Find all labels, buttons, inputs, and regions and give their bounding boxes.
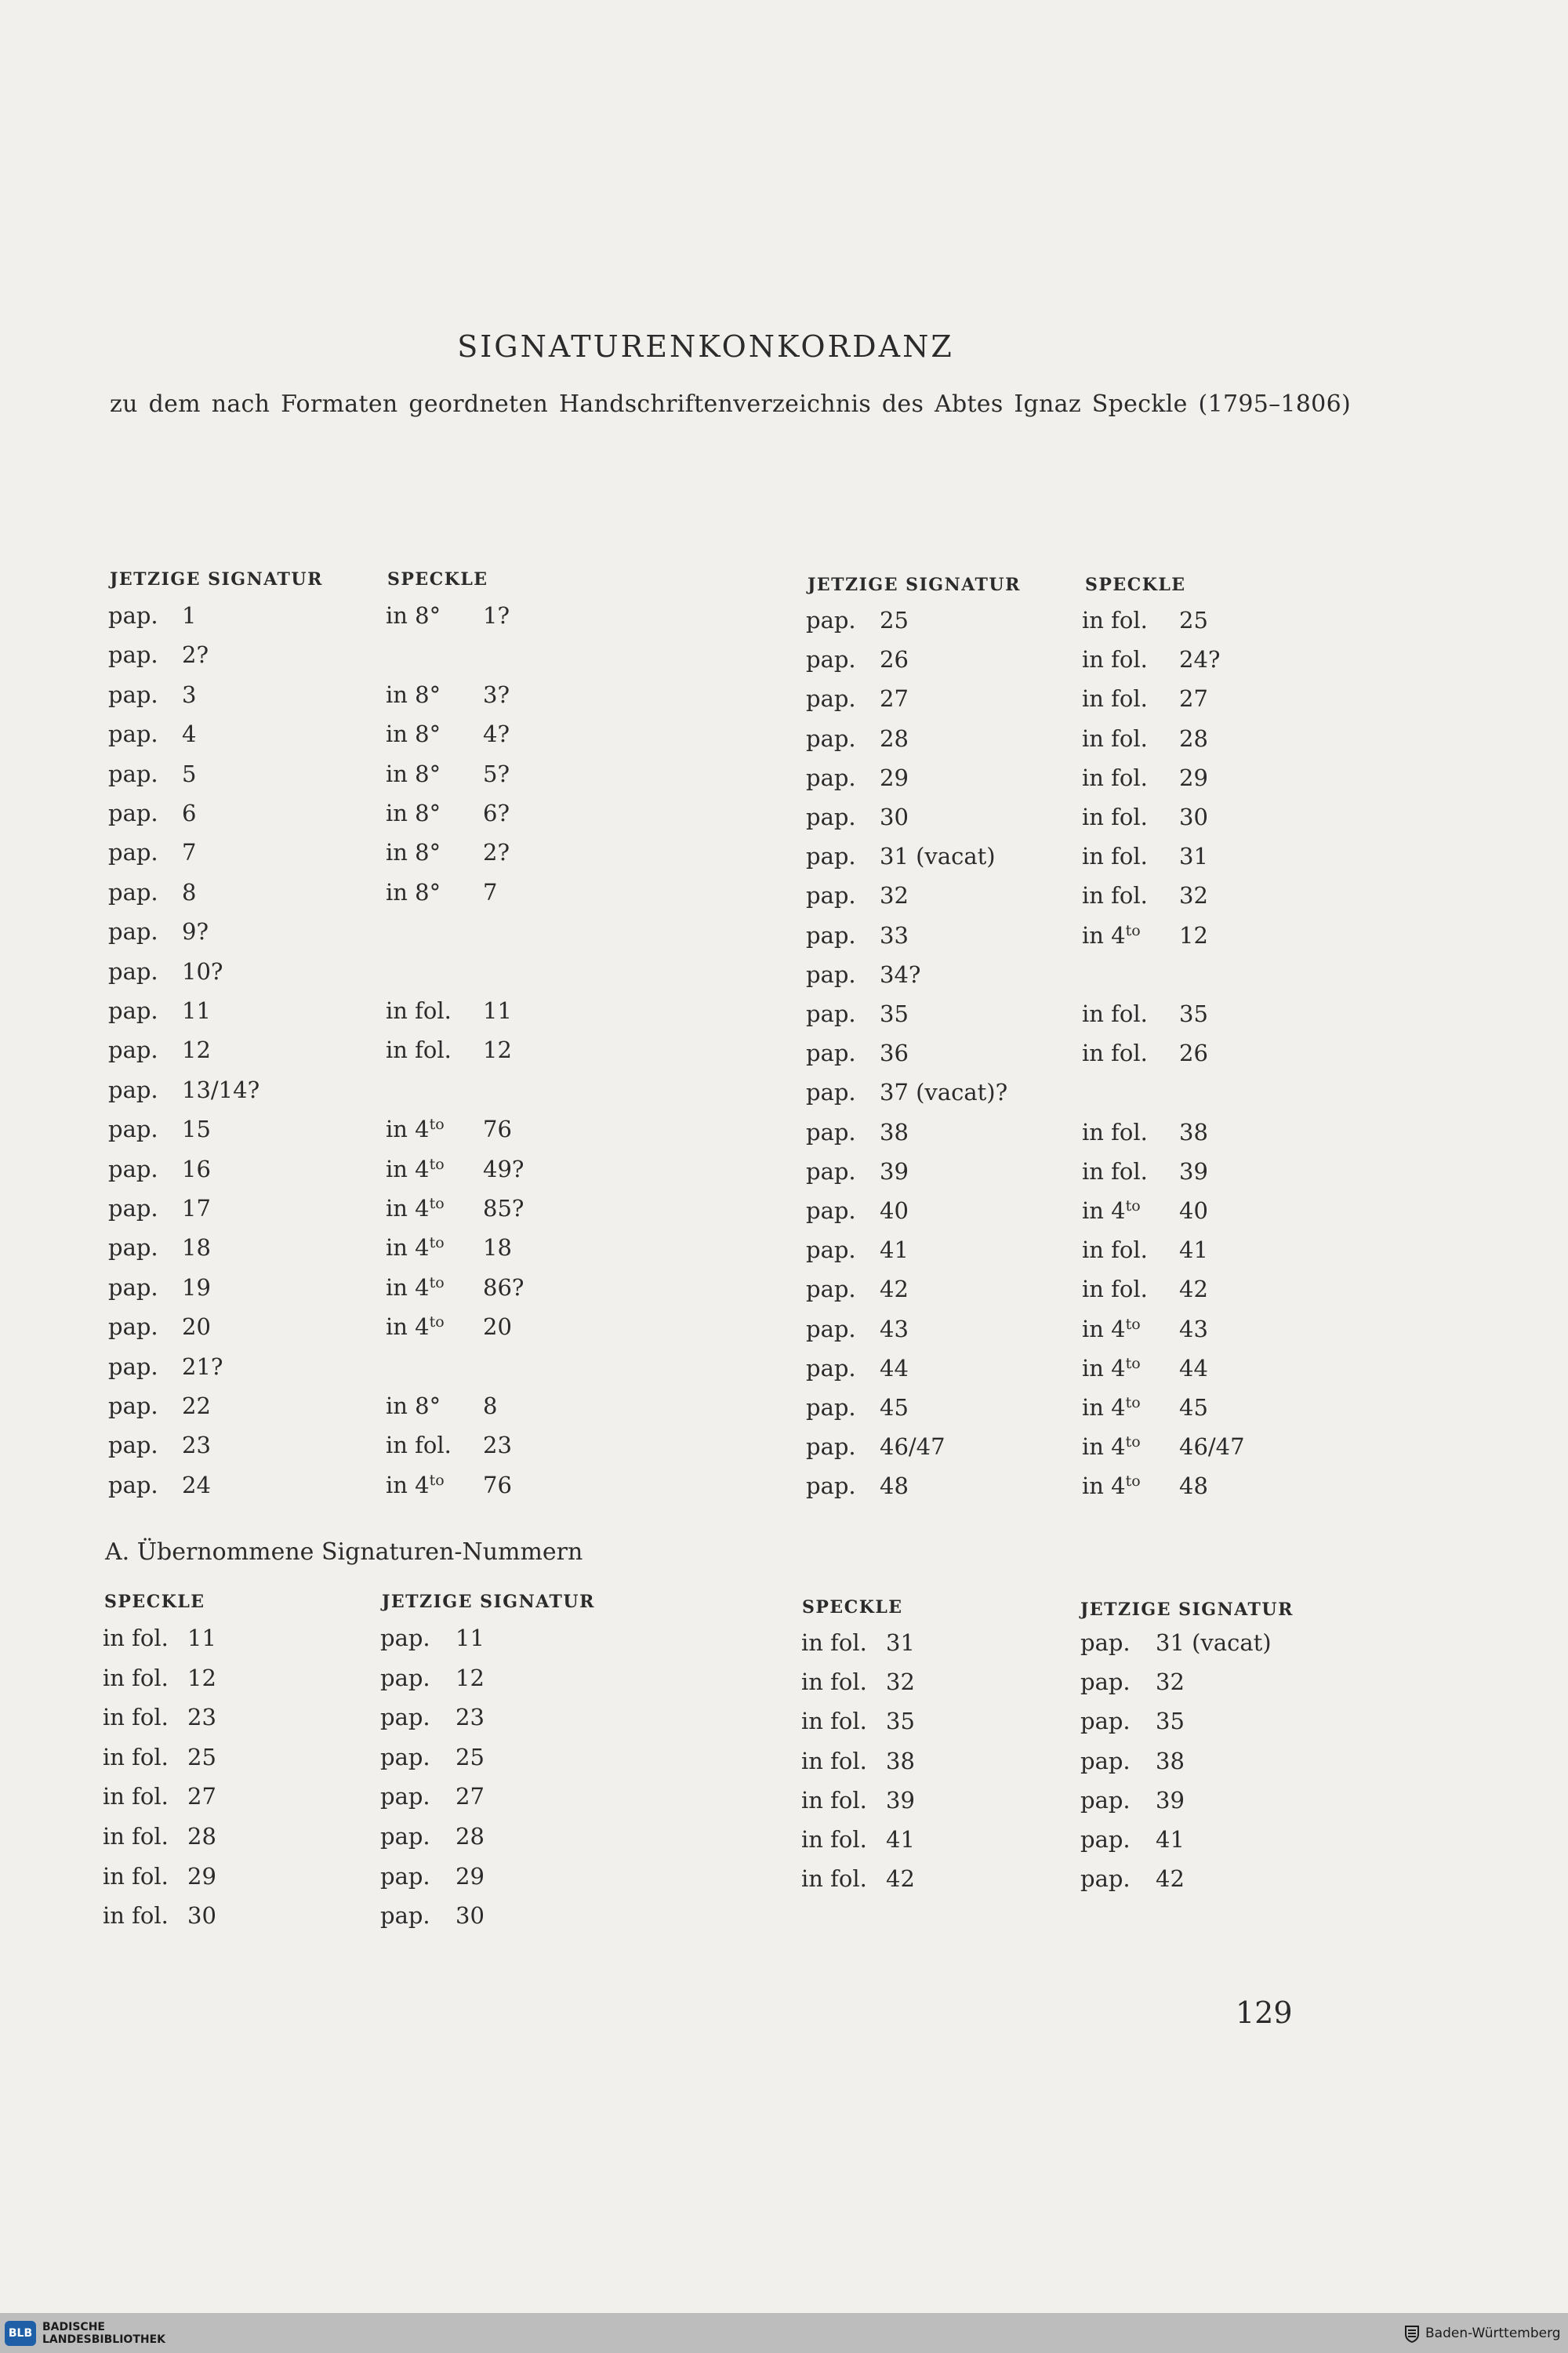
section-a-left-cell: 25 xyxy=(187,1743,216,1770)
concordance-left-cell: in 8° xyxy=(386,602,441,629)
concordance-left-cell: pap. xyxy=(108,721,158,748)
concordance-right-cell: 36 xyxy=(880,1040,909,1067)
concordance-right-cell: 45 xyxy=(1179,1394,1208,1421)
concordance-right-cell: in $4^{to}$ xyxy=(1082,1197,1141,1224)
concordance-left-cell: 3 xyxy=(182,681,197,708)
concordance-right-cell: in fol. xyxy=(1082,1276,1148,1303)
section-a-left-cell: pap. xyxy=(380,1902,430,1930)
section-a-left-cell: in fol. xyxy=(103,1664,169,1691)
concordance-right-cell: 45 xyxy=(880,1394,909,1421)
concordance-right-cell: 46/47 xyxy=(880,1433,946,1461)
concordance-left-cell: 85? xyxy=(483,1195,524,1222)
concordance-right-cell: pap. xyxy=(806,685,856,713)
concordance-left-cell: pap. xyxy=(108,1195,158,1222)
section-a-left-cell: pap. xyxy=(380,1823,430,1850)
concordance-left-cell: 22 xyxy=(182,1393,211,1419)
concordance-right-cell: pap. xyxy=(806,1040,856,1067)
section-a-left-cell: 11 xyxy=(187,1625,216,1651)
concordance-right-cell: 39 xyxy=(1179,1157,1208,1185)
concordance-left-cell: in 8° xyxy=(386,721,441,748)
concordance-right-cell: 27 xyxy=(1179,685,1208,713)
concordance-left-cell: pap. xyxy=(108,760,158,787)
concordance-right-cell: in $4^{to}$ xyxy=(1082,1315,1141,1342)
concordance-right-cell: 32 xyxy=(1179,882,1208,910)
concordance-left-cell: pap. xyxy=(108,918,158,946)
baden-wuerttemberg-icon xyxy=(1403,2324,1421,2343)
concordance-left-cell: 6? xyxy=(483,800,510,826)
section-a-right-cell: 38 xyxy=(886,1747,915,1774)
concordance-right-cell: in fol. xyxy=(1082,685,1148,713)
concordance-left-cell: 7 xyxy=(483,878,498,906)
library-name-line1: BADISCHE xyxy=(42,2321,105,2333)
concordance-left-cell: 11 xyxy=(182,997,211,1024)
concordance-left-cell: 76 xyxy=(483,1471,512,1498)
concordance-left-cell: pap. xyxy=(108,800,158,826)
concordance-left-cell: 76 xyxy=(483,1116,512,1143)
section-a-left-cell: in fol. xyxy=(103,1743,169,1770)
concordance-right-cell: 42 xyxy=(1179,1276,1208,1303)
concordance-right-cell: pap. xyxy=(806,1472,856,1500)
concordance-left-cell: pap. xyxy=(108,1076,158,1103)
section-a-left-cell: 29 xyxy=(456,1862,485,1890)
concordance-left-cell: in 8° xyxy=(386,681,441,708)
section-a-left-cell: 12 xyxy=(187,1664,216,1691)
concordance-left-cell: in 8° xyxy=(386,800,441,826)
concordance-right-cell: 41 xyxy=(880,1236,909,1264)
section-a-left-cell: 29 xyxy=(187,1862,216,1890)
concordance-right-cell: pap. xyxy=(806,843,856,870)
concordance-left-cell: 1? xyxy=(483,602,510,629)
concordance-right-cell: in $4^{to}$ xyxy=(1082,1354,1141,1382)
concordance-left-cell: 3? xyxy=(483,681,510,708)
concordance-right-cell: 12 xyxy=(1179,921,1208,949)
concordance-left-cell: in fol. xyxy=(386,997,452,1024)
concordance-left-cell: in 8° xyxy=(386,760,441,787)
concordance-right-cell: 40 xyxy=(880,1197,909,1224)
concordance-left-cell: in 8° xyxy=(386,878,441,906)
section-a-right-cell: 41 xyxy=(1156,1826,1185,1853)
section-a-left-cell: 23 xyxy=(456,1704,485,1731)
concordance-right-cell: 48 xyxy=(880,1472,909,1500)
concordance-left-cell: pap. xyxy=(108,1037,158,1064)
concordance-right-cell: in $4^{to}$ xyxy=(1082,921,1141,949)
section-a-right-cell: in fol. xyxy=(801,1629,867,1656)
section-a-right-cell: in fol. xyxy=(801,1865,867,1893)
section-a-left-cell: 30 xyxy=(187,1902,216,1930)
concordance-left-cell: in $4^{to}$ xyxy=(386,1234,445,1262)
concordance-left-cell: 20 xyxy=(483,1313,512,1341)
concordance-right-cell: pap. xyxy=(806,764,856,791)
section-a-right-cell: 31 (vacat) xyxy=(1156,1629,1272,1656)
section-a-left-cell: 11 xyxy=(456,1625,485,1651)
section-a-header-current-left: JETZIGE SIGNATUR xyxy=(382,1592,595,1612)
section-a-left-cell: 23 xyxy=(187,1704,216,1731)
section-a-left-cell: 25 xyxy=(456,1743,485,1770)
concordance-left-cell: 7 xyxy=(182,839,197,866)
concordance-right-cell: 32 xyxy=(880,882,909,910)
concordance-left-cell: 16 xyxy=(182,1155,211,1182)
concordance-left-cell: 20 xyxy=(182,1313,211,1341)
concordance-right-cell: pap. xyxy=(806,1394,856,1421)
section-a-title: A. Übernommene Signaturen-Nummern xyxy=(105,1538,583,1566)
section-a-right-cell: pap. xyxy=(1080,1708,1131,1735)
concordance-left-cell: 4 xyxy=(182,721,197,748)
section-a-left-cell: pap. xyxy=(380,1704,430,1731)
section-a-right-cell: 35 xyxy=(1156,1708,1185,1735)
concordance-left-cell: 18 xyxy=(483,1234,512,1262)
concordance-left-cell: 9? xyxy=(182,918,209,946)
section-a-left-cell: 27 xyxy=(456,1783,485,1810)
section-a-right-cell: pap. xyxy=(1080,1747,1131,1774)
concordance-left-cell: in $4^{to}$ xyxy=(386,1155,445,1182)
concordance-right-cell: 38 xyxy=(1179,1118,1208,1146)
concordance-right-cell: 33 xyxy=(880,921,909,949)
concordance-left-cell: pap. xyxy=(108,1471,158,1498)
concordance-right-cell: 28 xyxy=(1179,724,1208,752)
concordance-left-cell: 86? xyxy=(483,1273,524,1301)
section-a-header-current-right: JETZIGE SIGNATUR xyxy=(1080,1600,1294,1620)
concordance-right-cell: in fol. xyxy=(1082,1157,1148,1185)
concordance-left-cell: 19 xyxy=(182,1273,211,1301)
concordance-right-cell: pap. xyxy=(806,1236,856,1264)
concordance-right-cell: pap. xyxy=(806,607,856,634)
concordance-left-cell: 12 xyxy=(483,1037,512,1064)
concordance-right-cell: in fol. xyxy=(1082,804,1148,830)
concordance-left-cell: pap. xyxy=(108,1234,158,1262)
section-a-right-cell: 38 xyxy=(1156,1747,1185,1774)
concordance-left-cell: 5? xyxy=(483,760,510,787)
concordance-right-cell: 44 xyxy=(1179,1354,1208,1382)
section-a-right-cell: 42 xyxy=(886,1865,915,1893)
section-a-left-cell: 12 xyxy=(456,1664,485,1691)
concordance-right-cell: 26 xyxy=(1179,1040,1208,1067)
concordance-right-cell: pap. xyxy=(806,1354,856,1382)
concordance-left-cell: pap. xyxy=(108,1313,158,1341)
section-a-left-cell: pap. xyxy=(380,1743,430,1770)
section-a-right-cell: 32 xyxy=(1156,1669,1185,1696)
concordance-right-cell: 44 xyxy=(880,1354,909,1382)
concordance-left-cell: pap. xyxy=(108,1432,158,1459)
concordance-right-cell: pap. xyxy=(806,804,856,830)
concordance-right-cell: 25 xyxy=(1179,607,1208,634)
concordance-left-cell: 18 xyxy=(182,1234,211,1262)
concordance-left-cell: in $4^{to}$ xyxy=(386,1471,445,1498)
section-a-left-cell: in fol. xyxy=(103,1902,169,1930)
section-a-left-cell: in fol. xyxy=(103,1783,169,1810)
section-a-left-cell: in fol. xyxy=(103,1625,169,1651)
concordance-right-cell: pap. xyxy=(806,646,856,674)
concordance-right-cell: pap. xyxy=(806,1197,856,1224)
section-a-right-cell: in fol. xyxy=(801,1786,867,1814)
concordance-left-cell: pap. xyxy=(108,1116,158,1143)
state-label: Baden-Württemberg xyxy=(1425,2326,1561,2341)
concordance-right-cell: in fol. xyxy=(1082,1236,1148,1264)
section-a-left-cell: in fol. xyxy=(103,1823,169,1850)
library-name xyxy=(42,2321,165,2346)
section-a-left-cell: pap. xyxy=(380,1625,430,1651)
concordance-right-cell: 26 xyxy=(880,646,909,674)
concordance-left-cell: pap. xyxy=(108,1273,158,1301)
concordance-left-cell: in fol. xyxy=(386,1432,452,1459)
concordance-right-cell: 35 xyxy=(1179,1000,1208,1027)
section-a-right-cell: pap. xyxy=(1080,1629,1131,1656)
concordance-right-cell: 28 xyxy=(880,724,909,752)
concordance-left-cell: 49? xyxy=(483,1155,524,1182)
concordance-right-cell: in $4^{to}$ xyxy=(1082,1472,1141,1500)
section-a-right-cell: 32 xyxy=(886,1669,915,1696)
concordance-right-cell: 31 xyxy=(1179,843,1208,870)
concordance-right-cell: in fol. xyxy=(1082,646,1148,674)
concordance-left-cell: 23 xyxy=(483,1432,512,1459)
concordance-left-cell: 2? xyxy=(182,641,209,669)
concordance-right-cell: 24? xyxy=(1179,646,1221,674)
concordance-left-cell: pap. xyxy=(108,1353,158,1380)
section-a-right-cell: 39 xyxy=(886,1786,915,1814)
concordance-right-cell: 30 xyxy=(880,804,909,830)
concordance-right-cell: in fol. xyxy=(1082,724,1148,752)
concordance-right-cell: 30 xyxy=(1179,804,1208,830)
section-a-left-cell: 28 xyxy=(456,1823,485,1850)
section-a-left-cell: 30 xyxy=(456,1902,485,1930)
concordance-left-cell: in 8° xyxy=(386,839,441,866)
header-current-right: JETZIGE SIGNATUR xyxy=(808,575,1021,595)
concordance-right-cell: in fol. xyxy=(1082,607,1148,634)
section-a-right-cell: pap. xyxy=(1080,1786,1131,1814)
library-name-line2: LANDESBIBLIOTHEK xyxy=(42,2333,166,2346)
section-a-header-speckle-left: SPECKLE xyxy=(104,1592,205,1612)
concordance-right-cell: pap. xyxy=(806,960,856,988)
concordance-left-cell: pap. xyxy=(108,878,158,906)
concordance-left-cell: 8 xyxy=(483,1393,498,1419)
header-current-left: JETZIGE SIGNATUR xyxy=(110,569,323,590)
concordance-right-cell: 34? xyxy=(880,960,921,988)
concordance-left-cell: 10? xyxy=(182,957,223,985)
concordance-right-cell: 25 xyxy=(880,607,909,634)
concordance-left-cell: 17 xyxy=(182,1195,211,1222)
blb-logo-icon: BLB xyxy=(5,2321,36,2346)
concordance-right-cell: 43 xyxy=(880,1315,909,1342)
concordance-right-cell: pap. xyxy=(806,882,856,910)
concordance-left-cell: 12 xyxy=(182,1037,211,1064)
concordance-right-cell: 27 xyxy=(880,685,909,713)
section-a-right-cell: in fol. xyxy=(801,1708,867,1735)
page-subtitle: zu dem nach Formaten geordneten Handschriftenverzeichnis des Abtes Ignaz Speckle (1795–1806) xyxy=(110,390,1351,418)
section-a-right-cell: in fol. xyxy=(801,1826,867,1853)
concordance-right-cell: 41 xyxy=(1179,1236,1208,1264)
concordance-left-cell: in $4^{to}$ xyxy=(386,1313,445,1341)
footer-bar xyxy=(0,2313,1568,2353)
concordance-left-cell: pap. xyxy=(108,602,158,629)
concordance-right-cell: pap. xyxy=(806,1079,856,1106)
section-a-right-cell: pap. xyxy=(1080,1865,1131,1893)
concordance-left-cell: pap. xyxy=(108,1155,158,1182)
concordance-right-cell: in fol. xyxy=(1082,843,1148,870)
section-a-left-cell: in fol. xyxy=(103,1862,169,1890)
concordance-left-cell: 11 xyxy=(483,997,512,1024)
concordance-right-cell: 43 xyxy=(1179,1315,1208,1342)
concordance-right-cell: pap. xyxy=(806,1118,856,1146)
concordance-left-cell: 2? xyxy=(483,839,510,866)
concordance-left-cell: pap. xyxy=(108,957,158,985)
concordance-left-cell: in $4^{to}$ xyxy=(386,1195,445,1222)
concordance-left-cell: in $4^{to}$ xyxy=(386,1116,445,1143)
concordance-left-cell: pap. xyxy=(108,641,158,669)
section-a-right-cell: pap. xyxy=(1080,1669,1131,1696)
concordance-right-cell: 42 xyxy=(880,1276,909,1303)
concordance-right-cell: 46/47 xyxy=(1179,1433,1245,1461)
concordance-left-cell: 8 xyxy=(182,878,197,906)
page-title: SIGNATURENKONKORDANZ xyxy=(457,329,954,364)
section-a-right-cell: in fol. xyxy=(801,1669,867,1696)
concordance-right-cell: in $4^{to}$ xyxy=(1082,1394,1141,1421)
section-a-right-cell: 31 xyxy=(886,1629,915,1656)
concordance-right-cell: 40 xyxy=(1179,1197,1208,1224)
header-speckle-left: SPECKLE xyxy=(387,569,488,590)
section-a-header-speckle-right: SPECKLE xyxy=(802,1597,903,1618)
concordance-right-cell: 37 (vacat)? xyxy=(880,1079,1008,1106)
section-a-right-cell: 42 xyxy=(1156,1865,1185,1893)
section-a-left-cell: pap. xyxy=(380,1783,430,1810)
header-speckle-right: SPECKLE xyxy=(1085,575,1186,595)
concordance-left-cell: 4? xyxy=(483,721,510,748)
concordance-right-cell: pap. xyxy=(806,1157,856,1185)
concordance-left-cell: pap. xyxy=(108,1393,158,1419)
concordance-right-cell: pap. xyxy=(806,724,856,752)
concordance-right-cell: pap. xyxy=(806,1276,856,1303)
concordance-right-cell: 39 xyxy=(880,1157,909,1185)
concordance-left-cell: 21? xyxy=(182,1353,223,1380)
concordance-right-cell: in $4^{to}$ xyxy=(1082,1433,1141,1461)
concordance-left-cell: 15 xyxy=(182,1116,211,1143)
concordance-right-cell: 38 xyxy=(880,1118,909,1146)
page-number: 129 xyxy=(1236,1995,1293,2030)
concordance-left-cell: pap. xyxy=(108,839,158,866)
concordance-right-cell: in fol. xyxy=(1082,764,1148,791)
concordance-right-cell: in fol. xyxy=(1082,1000,1148,1027)
concordance-left-cell: 24 xyxy=(182,1471,211,1498)
concordance-right-cell: pap. xyxy=(806,1315,856,1342)
section-a-right-cell: in fol. xyxy=(801,1747,867,1774)
concordance-left-cell: in fol. xyxy=(386,1037,452,1064)
section-a-left-cell: pap. xyxy=(380,1664,430,1691)
section-a-right-cell: 39 xyxy=(1156,1786,1185,1814)
section-a-left-cell: pap. xyxy=(380,1862,430,1890)
section-a-left-cell: 28 xyxy=(187,1823,216,1850)
section-a-right-cell: 35 xyxy=(886,1708,915,1735)
section-a-left-cell: in fol. xyxy=(103,1704,169,1731)
concordance-left-cell: pap. xyxy=(108,681,158,708)
concordance-left-cell: 5 xyxy=(182,760,197,787)
section-a-right-cell: 41 xyxy=(886,1826,915,1853)
concordance-right-cell: in fol. xyxy=(1082,1040,1148,1067)
concordance-right-cell: 35 xyxy=(880,1000,909,1027)
concordance-right-cell: 48 xyxy=(1179,1472,1208,1500)
concordance-left-cell: in 8° xyxy=(386,1393,441,1419)
concordance-right-cell: in fol. xyxy=(1082,1118,1148,1146)
concordance-right-cell: 29 xyxy=(880,764,909,791)
concordance-left-cell: pap. xyxy=(108,997,158,1024)
concordance-right-cell: pap. xyxy=(806,1000,856,1027)
concordance-right-cell: 29 xyxy=(1179,764,1208,791)
concordance-right-cell: 31 (vacat) xyxy=(880,843,996,870)
concordance-left-cell: in $4^{to}$ xyxy=(386,1273,445,1301)
concordance-left-cell: 23 xyxy=(182,1432,211,1459)
concordance-right-cell: pap. xyxy=(806,1433,856,1461)
section-a-right-cell: pap. xyxy=(1080,1826,1131,1853)
concordance-right-cell: in fol. xyxy=(1082,882,1148,910)
concordance-left-cell: 13/14? xyxy=(182,1076,260,1103)
section-a-left-cell: 27 xyxy=(187,1783,216,1810)
concordance-left-cell: 6 xyxy=(182,800,197,826)
concordance-right-cell: pap. xyxy=(806,921,856,949)
concordance-left-cell: 1 xyxy=(182,602,197,629)
